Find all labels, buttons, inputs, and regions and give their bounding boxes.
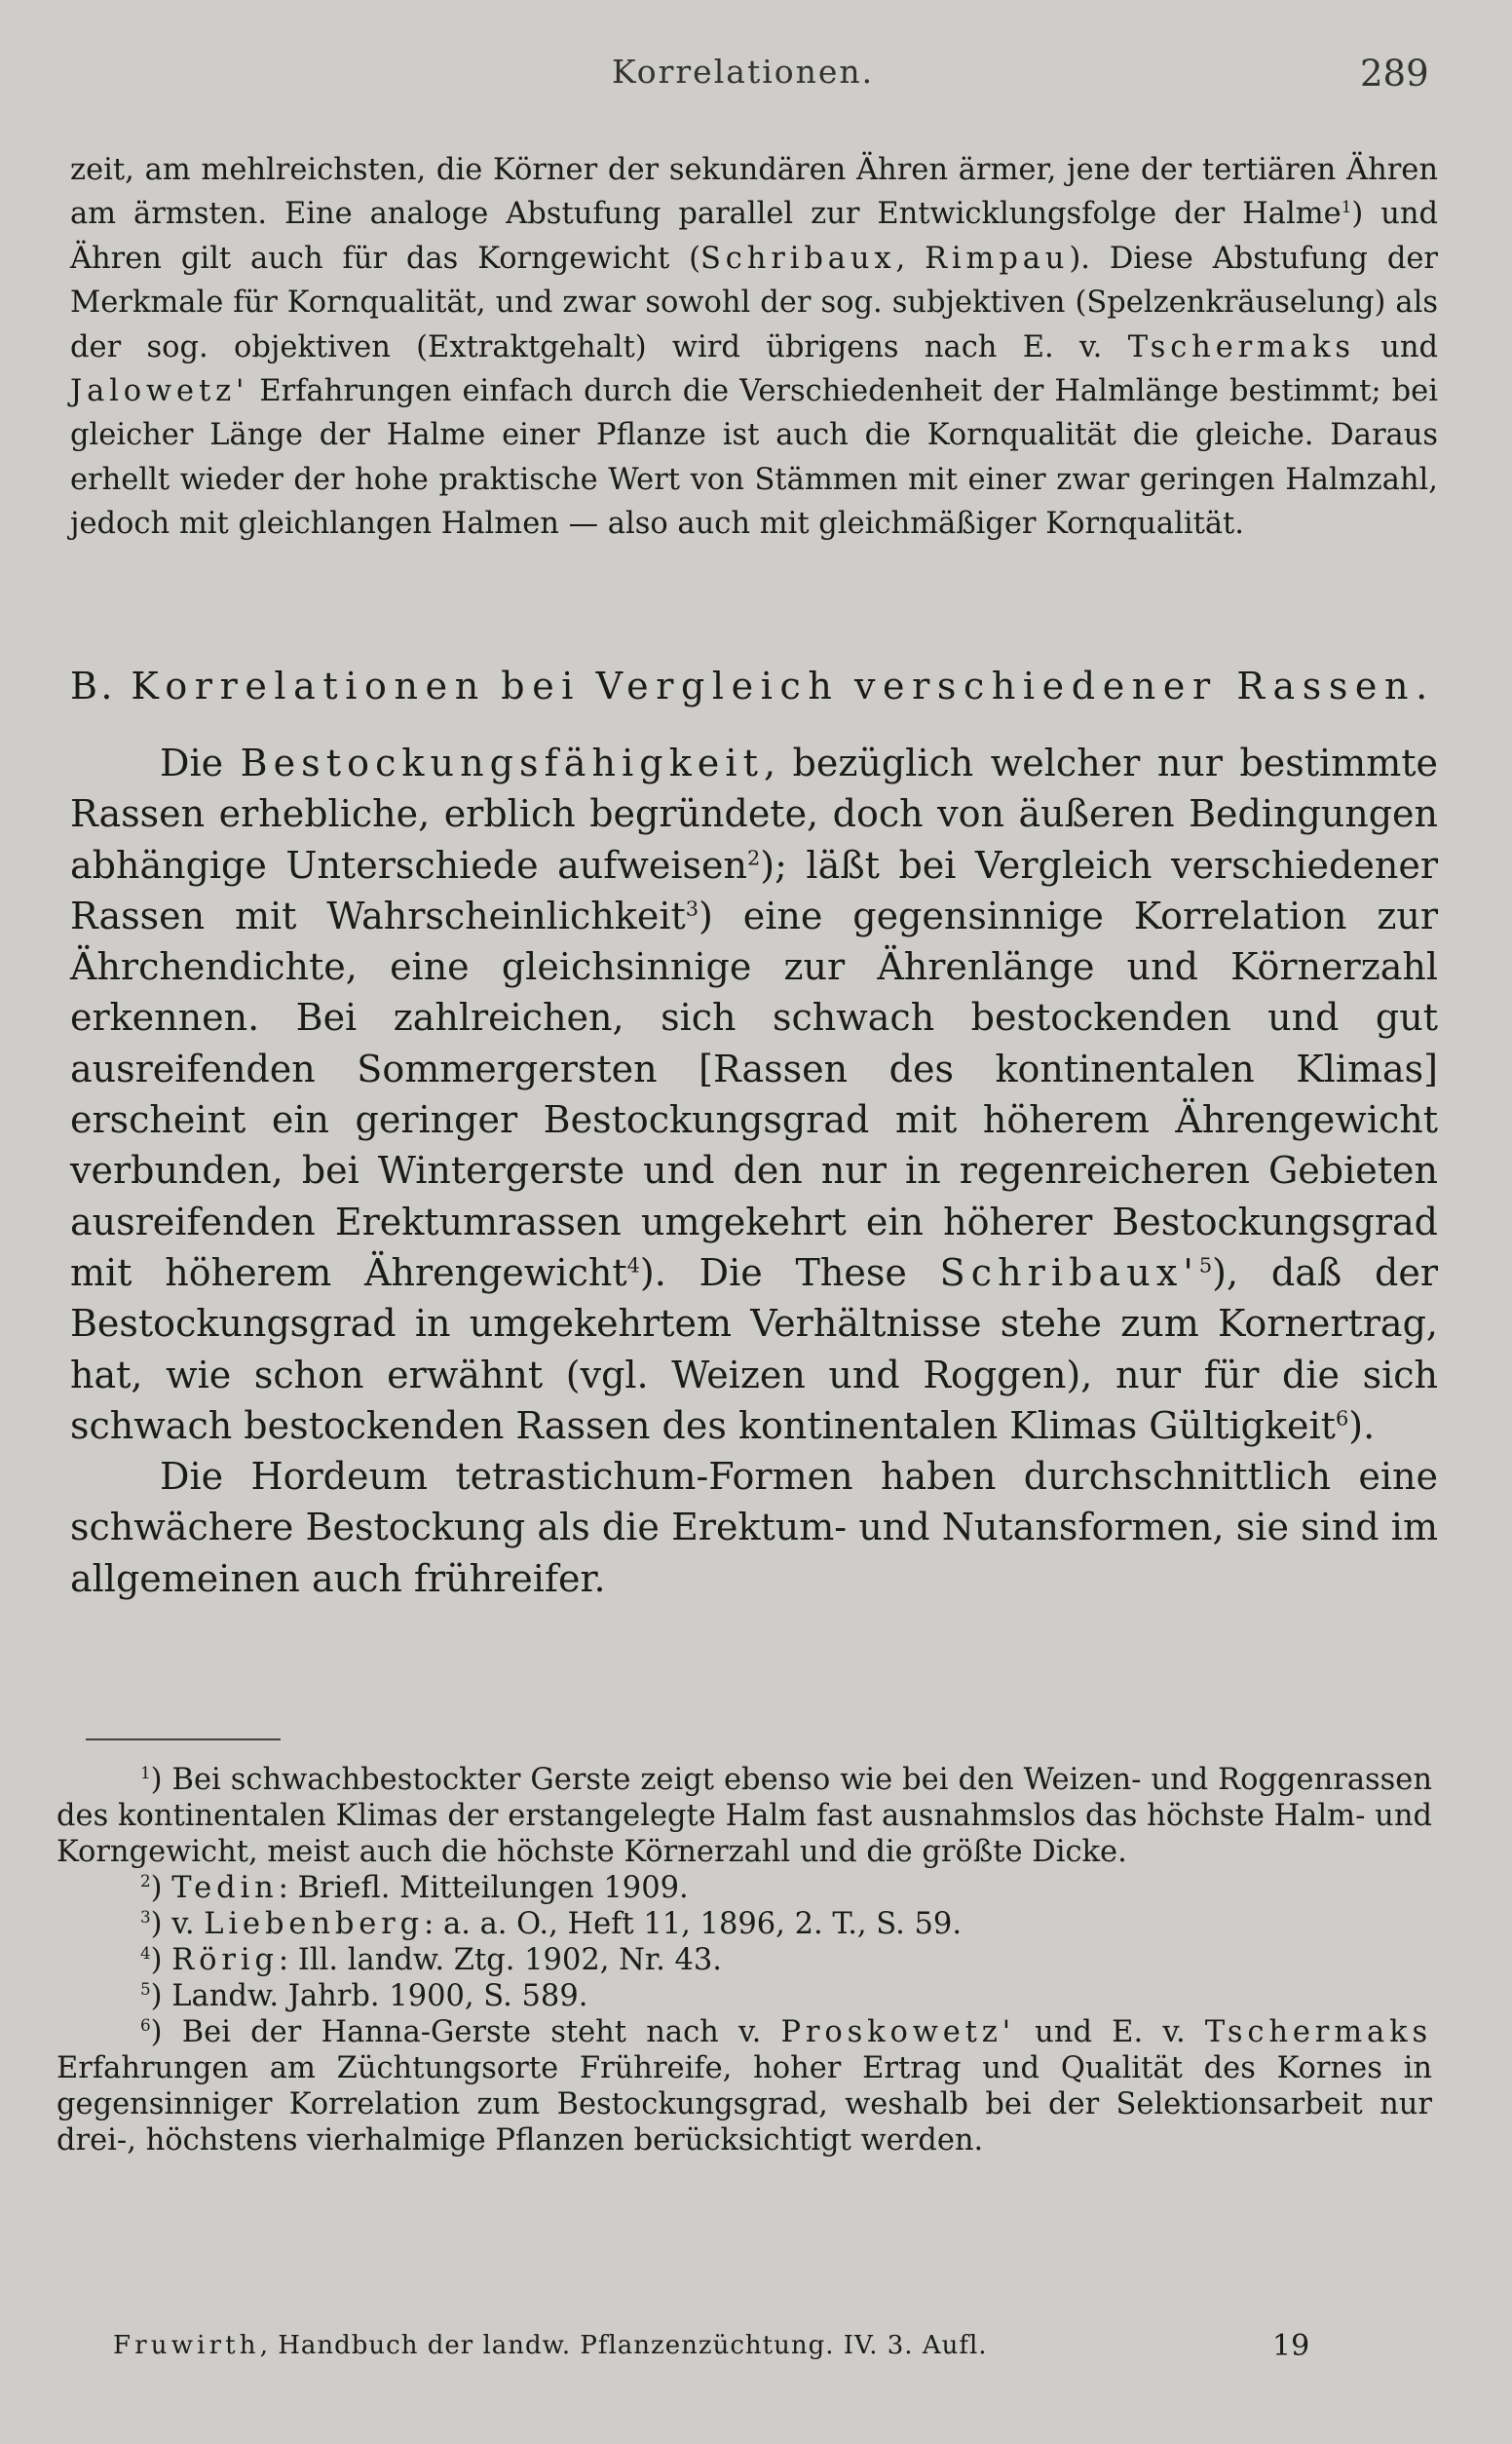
- paragraph: zeit, am mehlreichsten, die Körner der sekundären Ähren ärmer, jene der tertiären Ähren am ärmsten. Eine analoge Abstufung parallel zur Entwicklungsfolge der Halme$^1$) und Ähren gilt auch für das Korngewicht (Schribaux, Rimpau). Diese Abstufung der Merkmale für Kornqualität, und zwar sowohl der sog. subjektiven (Spelzenkräuselung) als der sog. objektiven (Extraktgehalt) wird übrigens nach E. v. Tschermaks und Jalowetz' Erfahrungen einfach durch die Verschiedenheit der Halmlänge bestimmt; bei gleicher Länge der Halme einer Pflanze ist auch die Kornqualität die gleiche. Daraus erhellt wieder der hohe praktische Wert von Stämmen mit einer zwar geringen Halmzahl, jedoch mit gleichlangen Halmen — also auch mit gleichmäßiger Kornqualität.: [70, 153, 1439, 542]
- author-name: Proskowetz': [780, 2015, 1015, 2049]
- footnote: $^3$) v. Liebenberg: a. a. O., Heft 11, 1896, 2. T., S. 59.: [140, 1906, 963, 1941]
- running-header: [0, 53, 1512, 101]
- section-body: [70, 738, 1438, 1604]
- footnote: $^1$) Bei schwachbestockter Gerste zeigt ebenso wie bei den Weizen- und Roggenrassen des kontinentalen Klimas der erstangelegte Halm fast ausnahmslos das höchste Halm- und Korngewicht, meist auch die höchste Körnerzahl und die größte Dicke.: [57, 1762, 1432, 1869]
- section-heading: B. Korrelationen bei Vergleich verschiedener Rassen.: [70, 665, 1435, 707]
- page-number: 289: [1360, 53, 1429, 95]
- footnote: $^5$) Landw. Jahrb. 1900, S. 589.: [140, 1978, 588, 2013]
- author-name: Fruwirth: [113, 2331, 260, 2360]
- footnote: $^6$) Bei der Hanna-Gerste steht nach v. Proskowetz' und E. v. Tschermaks Erfahrungen am Züchtungsorte Frühreife, hoher Ertrag und Qualität des Kornes in gegensinniger Korrelation zum Bestockungsgrad, weshalb bei der Selektionsarbeit nur drei-, höchstens vierhalmige Pflanzen berücksichtigt werden.: [57, 2014, 1432, 2158]
- signature-mark: 19: [1272, 2329, 1310, 2363]
- page-footer: [0, 2331, 1512, 2380]
- footnote-divider: [86, 1738, 281, 1740]
- footnote-ref[interactable]: 6: [1335, 1406, 1349, 1431]
- source-line: Fruwirth, Handbuch der landw. Pflanzenzüchtung. IV. 3. Aufl.: [113, 2331, 988, 2360]
- author-name: Tschermaks: [1204, 2015, 1432, 2049]
- footnote: $^2$) Tedin: Briefl. Mitteilungen 1909.: [140, 1870, 689, 1905]
- paragraph: Die Bestockungsfähigkeit, bezüglich welcher nur bestimmte Rassen erhebliche, erblich begründete, doch von äußeren Bedingungen abhängige Unterschiede aufweisen$^2$); läßt bei Vergleich verschiedener Rassen mit Wahrscheinlichkeit$^3$) eine gegensinnige Korrelation zur Ährchendichte, eine gleichsinnige zur Ährenlänge und Körnerzahl erkennen. Bei zahlreichen, sich schwach bestockenden und gut ausreifenden Sommergersten [Rassen des kontinentalen Klimas] erscheint ein geringer Bestockungsgrad mit höherem Ährengewicht verbunden, bei Wintergerste und den nur in regenreicheren Gebieten ausreifenden Erektumrassen umgekehrt ein höherer Bestockungsgrad mit höherem Ährengewicht$^4$). Die These $Schribaux'^5$), daß der Bestockungsgrad in umgekehrtem Verhältnisse stehe zum Kornertrag, hat, wie schon erwähnt (vgl. Weizen und Roggen), nur für die sich schwach bestockenden Rassen des kontinentalen Klimas Gültigkeit$^6$).: [70, 742, 1439, 1447]
- footnote-ref[interactable]: 4: [626, 1253, 640, 1278]
- author-name: Tschermaks: [1127, 329, 1355, 364]
- author-name: Schribaux: [700, 241, 896, 276]
- paragraph: Die Hordeum tetrastichum-Formen haben durchschnittlich eine schwächere Bestockung als die Erektum- und Nutansformen, sie sind im allgemeinen auch frühreifer.: [70, 1455, 1438, 1600]
- footnotes: [57, 1762, 1432, 2158]
- author-name: Rimpau: [925, 241, 1070, 276]
- author-name: Rörig: [171, 1943, 279, 1977]
- footnote-ref[interactable]: 1: [1341, 197, 1352, 217]
- key-term: Bestockungsfähigkeit: [240, 742, 764, 784]
- footnote: $^4$) Rörig: Ill. landw. Ztg. 1902, Nr. 43.: [140, 1942, 722, 1977]
- author-name: Tedin: [171, 1871, 279, 1905]
- author-name: Schribaux': [939, 1250, 1199, 1294]
- footnote-ref[interactable]: 5: [1198, 1253, 1213, 1278]
- author-name: Liebenberg: [204, 1907, 425, 1941]
- footnote-ref[interactable]: 2: [746, 845, 761, 869]
- footnote-ref[interactable]: 3: [685, 897, 699, 921]
- author-name: Jalowetz': [70, 374, 249, 409]
- running-title: Korrelationen.: [612, 53, 875, 91]
- continued-section-text: [70, 148, 1438, 547]
